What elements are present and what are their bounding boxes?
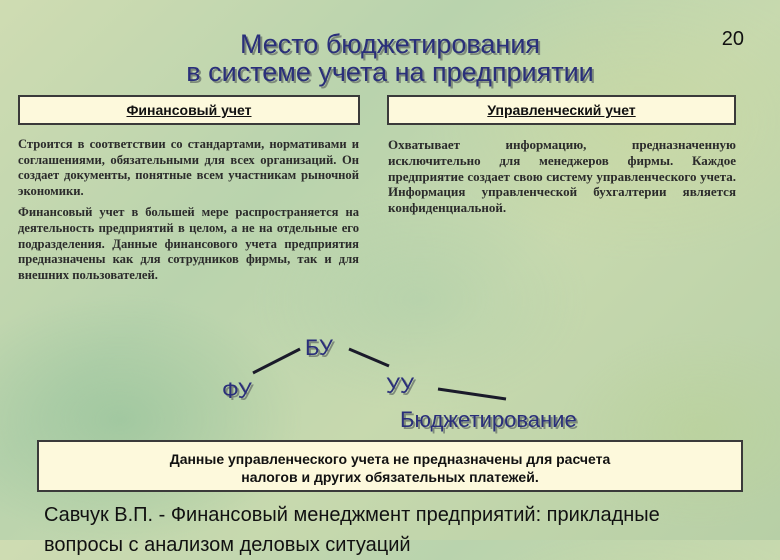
financial-paragraph-1: Строится в соответствии со стандартами, нормативами и соглашениями, обязательными для всех организаций. Он создает документы, понятные всем участникам рыночной экономики. (18, 137, 359, 198)
connector-bu-uu (349, 349, 389, 366)
diagram-node-bu: БУ (305, 335, 333, 360)
diagram-node-uu: УУ (386, 373, 414, 398)
managerial-accounting-header: Управленческий учет (387, 95, 736, 125)
financial-accounting-header: Финансовый учет (18, 95, 360, 125)
citation-line-1: Савчук В.П. - Финансовый менеджмент предприятий: прикладные (44, 504, 660, 526)
financial-paragraph-2: Финансовый учет в большей мере распространяется на деятельность предприятий в целом, а не на отдельные его подразделения. Данные финансового учета предприятия предназначены как для сотрудников фирмы, так и для внешних пользователей. (18, 205, 359, 282)
source-citation (44, 500, 744, 560)
citation-line-2: вопросы с анализом деловых ситуаций (44, 534, 411, 556)
diagram-node-budgeting: Бюджетирование (400, 407, 577, 432)
slide-number: 20 (721, 28, 744, 50)
diagram-node-fu: ФУ (222, 378, 252, 403)
managerial-paragraph-1: Охватывает информацию, предназначенную исключительно для менеджеров фирмы. Каждое предприятие создает свою систему управленческого учета. Информация управленческой бухгалтерии является конфиденциальной. (388, 137, 736, 216)
slide-title-line-1: Место бюджетирования (239, 29, 541, 59)
note-line-1: Данные управленческого учета не предназначены для расчета (169, 451, 611, 467)
connector-bu-fu (253, 349, 300, 373)
note-line-2: налогов и других обязательных платежей. (241, 469, 539, 485)
slide-title-line-2: в системе учета на предприятии (186, 57, 594, 87)
connector-uu-budgeting (438, 389, 506, 399)
note-box (37, 440, 743, 492)
